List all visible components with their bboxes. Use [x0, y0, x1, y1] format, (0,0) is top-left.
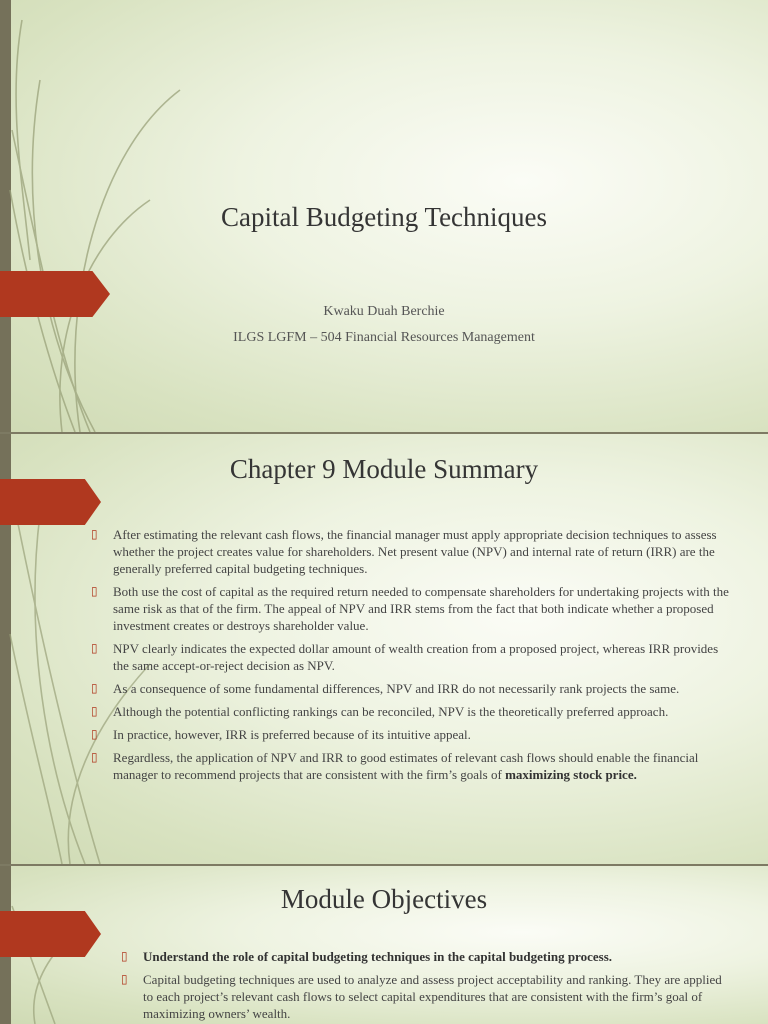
bullet-marker-icon: ▯: [91, 727, 98, 741]
list-item: ▯ After estimating the relevant cash flows, the financial manager must apply appropriate decision techniques to assess whether the project creates value for shareholders. Net present value (NPV) and internal rate of return (IRR) are the generally preferred capital budgeting techniques.: [91, 527, 717, 576]
bullet-marker-icon: ▯: [121, 972, 128, 986]
bold-emphasis: maximizing stock price.: [505, 767, 637, 782]
list-item: ▯ Both use the cost of capital as the required return needed to compensate shareholders for undertaking projects with the same risk as that of the firm. The appeal of NPV and IRR stems from the fact that both indicate whether a proposed investment creates or destroys shareholder value.: [91, 584, 729, 633]
bullet-list: [91, 526, 733, 789]
bullet-marker-icon: ▯: [91, 527, 98, 541]
slide-title: Module Objectives: [280, 884, 488, 914]
accent-arrow: [0, 479, 101, 525]
bold-emphasis: Understand the role of capital budgeting techniques in the capital budgeting process.: [143, 949, 613, 964]
title-slide: [0, 0, 768, 432]
list-item: ▯ As a consequence of some fundamental differences, NPV and IRR do not necessarily rank projects the same.: [91, 681, 680, 696]
list-item: ▯ Capital budgeting techniques are used to analyze and assess project acceptability and ranking. They are applied to each project’s relevant cash flows to select capital expenditures that are consistent with the firm’s goal of maximizing owners’ wealth.: [121, 972, 722, 1021]
slide-title: Chapter 9 Module Summary: [229, 454, 539, 484]
course-name: ILGS LGFM – 504 Financial Resources Management: [233, 330, 535, 345]
bullet-marker-icon: ▯: [121, 949, 128, 963]
author-name: Kwaku Duah Berchie: [323, 304, 445, 319]
bullet-marker-icon: ▯: [91, 750, 98, 764]
accent-arrow: [0, 911, 101, 957]
slide-title: Capital Budgeting Techniques: [220, 202, 548, 232]
list-item: ▯ NPV clearly indicates the expected dollar amount of wealth creation from a proposed project, whereas IRR provides the same accept-or-reject decision as NPV.: [91, 641, 719, 673]
objectives-slide: [0, 866, 768, 1024]
list-item: [121, 948, 723, 965]
bullet-marker-icon: ▯: [91, 641, 98, 655]
list-item: ▯ Although the potential conflicting rankings can be reconciled, NPV is the theoretically preferred approach.: [91, 704, 669, 719]
list-item: ▯ In practice, however, IRR is preferred because of its intuitive appeal.: [91, 727, 471, 742]
summary-slide: [0, 434, 768, 864]
bullet-list: [121, 948, 723, 1024]
bullet-marker-icon: ▯: [91, 584, 98, 598]
bullet-marker-icon: ▯: [91, 704, 98, 718]
list-item: ▯ Regardless, the application of NPV and IRR to good estimates of relevant cash flows should enable the financial manager to recommend projects that are consistent with the firm’s goals of maximizing stock price.: [91, 750, 699, 782]
bullet-marker-icon: ▯: [91, 681, 98, 695]
